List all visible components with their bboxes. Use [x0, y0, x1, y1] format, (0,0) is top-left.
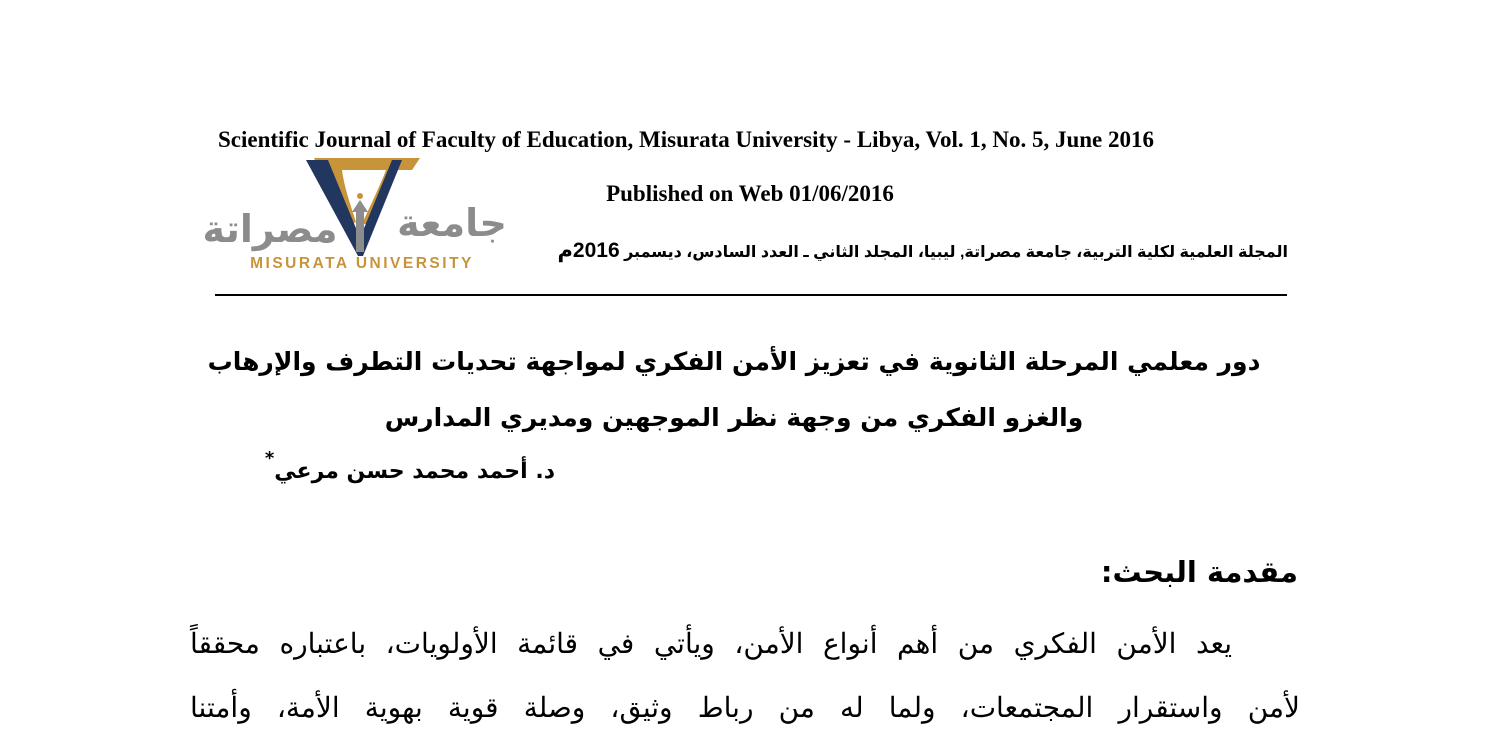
author-name: د. أحمد محمد حسن مرعي: [274, 459, 555, 484]
logo-tower-top: [352, 200, 368, 212]
body-line-2: لأمن واستقرار المجتمعات، ولما له من رباط وثيق، وصلة قوية بهوية الأمة، وأمتنا: [190, 691, 1300, 724]
logo-arabic-left: مصراتة: [202, 207, 338, 251]
section-heading: مقدمة البحث:: [1100, 555, 1298, 589]
logo-arabic-right: جامعة: [397, 201, 507, 245]
logo-english: MISURATA UNIVERSITY: [250, 255, 474, 272]
journal-arabic-text: المجلة العلمية لكلية التربية، جامعة مصراتة, ليبيا، المجلد الثاني ـ العدد السادس، ديسمبر: [624, 244, 1288, 261]
misurata-university-logo: [202, 156, 507, 274]
author-line: [200, 448, 555, 492]
published-date: Published on Web 01/06/2016: [606, 181, 894, 206]
body-paragraph: [190, 612, 1300, 740]
body-line-1: يعد الأمن الفكري من أهم أنواع الأمن، ويأتي في قائمة الأولويات، باعتباره محققاً: [190, 627, 1232, 660]
logo-nib-hole: [357, 193, 363, 199]
journal-arabic-year: 2016م: [557, 239, 620, 262]
author-footnote-mark: *: [264, 448, 275, 469]
article-title-line-2: والغزو الفكري من وجهة نظر الموجهين ومديري المدارس: [384, 403, 1084, 432]
article-title-line-1: دور معلمي المرحلة الثانوية في تعزيز الأمن الفكري لمواجهة تحديات التطرف والإرهاب: [207, 347, 1261, 376]
journal-title-arabic: [520, 236, 1288, 268]
article-title: [200, 334, 1268, 446]
logo-tower: [356, 212, 364, 252]
journal-title-english: Scientific Journal of Faculty of Education, Misurata University - Libya, Vol. 1, No. 5, June 2016: [218, 127, 1154, 152]
header-rule: [215, 294, 1287, 296]
